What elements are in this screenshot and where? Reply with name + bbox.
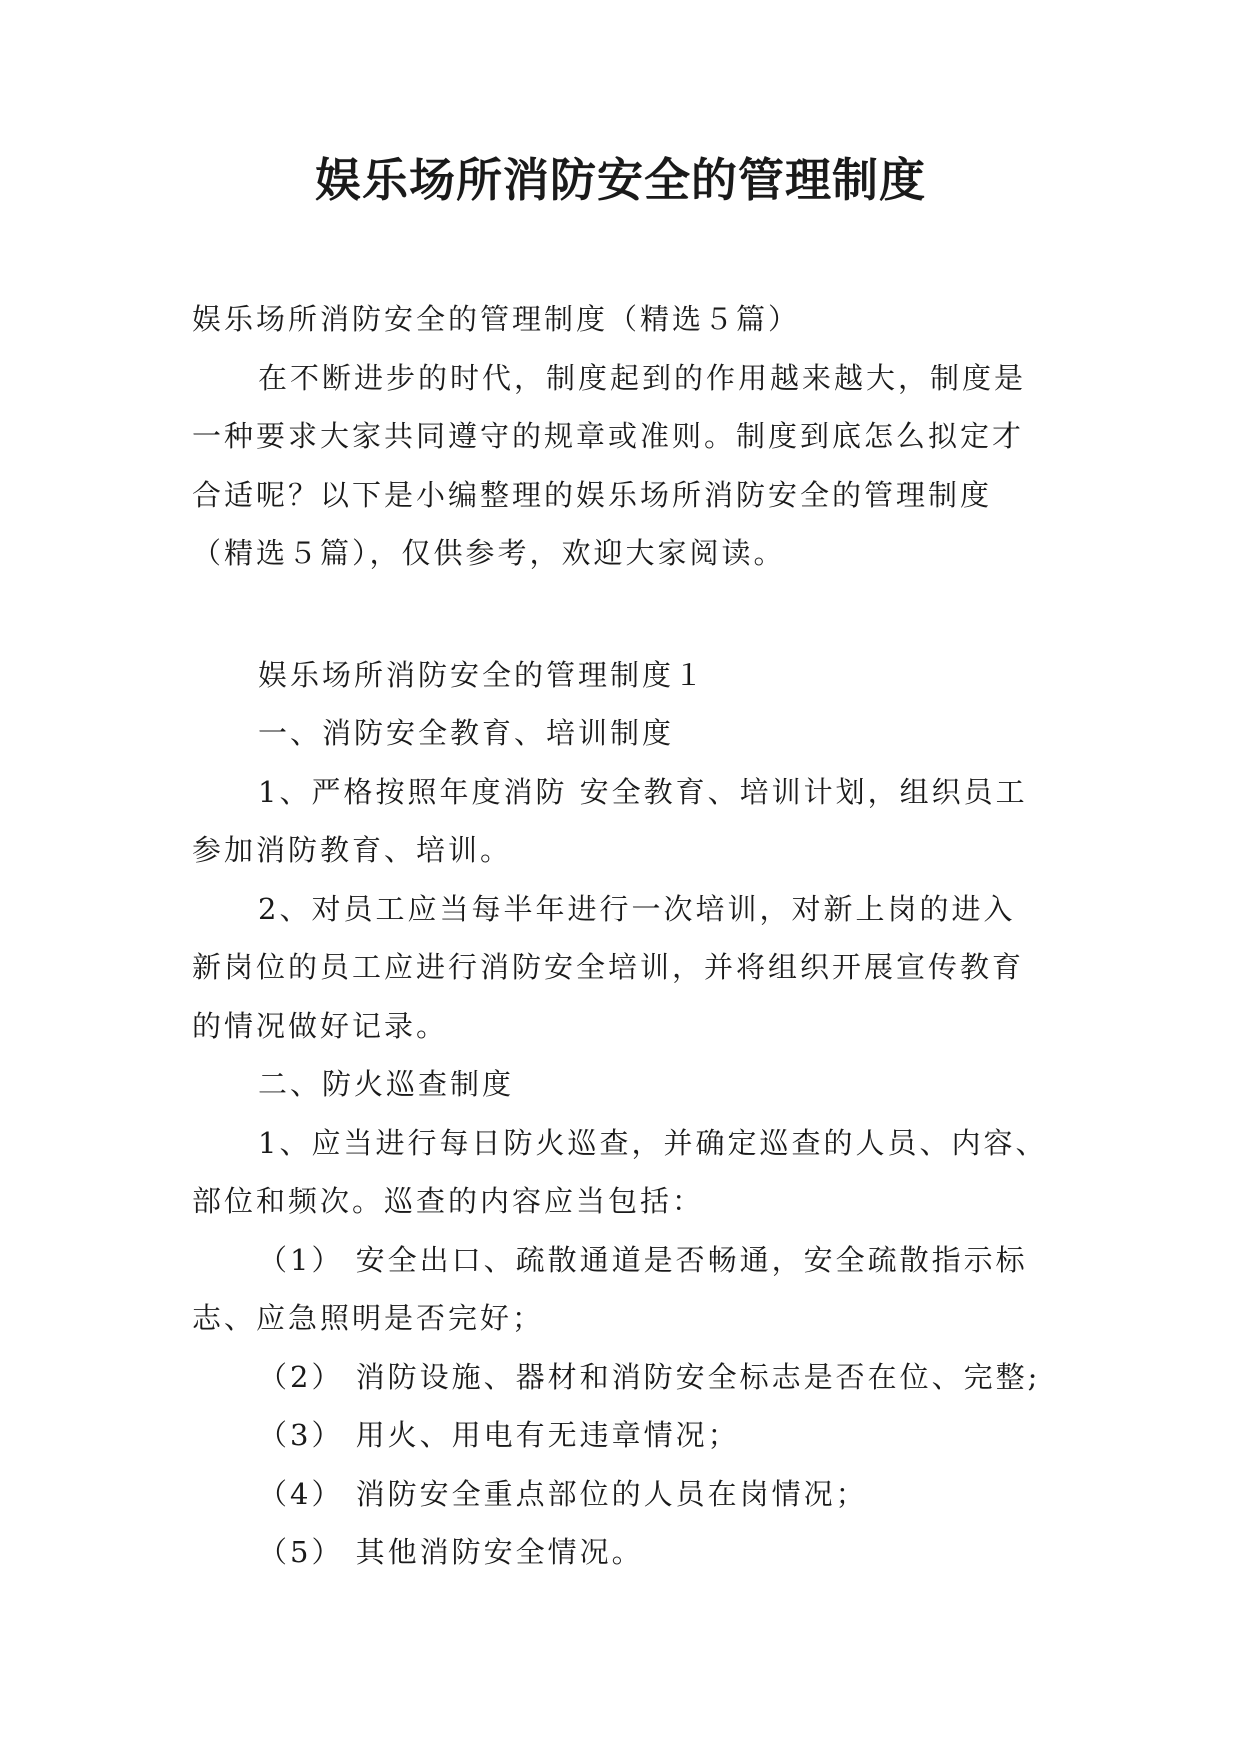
blank-line — [192, 583, 1052, 646]
text-line: 合适呢？以下是小编整理的娱乐场所消防安全的管理制度 — [192, 477, 993, 512]
text-line: 1、应当进行每日防火巡查，并确定巡查的人员、内容、 — [258, 1125, 1048, 1160]
document-body — [192, 290, 1052, 1582]
list-item: （2） 消防设施、器材和消防安全标志是否在位、完整; — [258, 1359, 1041, 1394]
text-line: 新岗位的员工应进行消防安全培训，并将组织开展宣传教育 — [192, 950, 1025, 984]
list-item: （4） 消防安全重点部位的人员在岗情况； — [258, 1476, 868, 1511]
text-line: 娱乐场所消防安全的管理制度（精选５篇） — [192, 302, 801, 336]
document-title: 娱乐场所消防安全的管理制度 — [315, 153, 926, 207]
list-item: （1） 安全出口、疏散通道是否畅通，安全疏散指示标 — [258, 1242, 1028, 1277]
section-subheading: 一、消防安全教育、培训制度 — [258, 716, 675, 750]
list-item: （5） 其他消防安全情况。 — [258, 1535, 644, 1569]
text-line: 部位和频次。巡查的内容应当包括： — [192, 1184, 705, 1218]
text-line: 2、对员工应当每半年进行一次培训，对新上岗的进入 — [258, 891, 1016, 926]
text-line: 的情况做好记录。 — [192, 1008, 449, 1043]
section-subheading: 二、防火巡查制度 — [258, 1067, 515, 1101]
text-line: 一种要求大家共同遵守的规章或准则。制度到底怎么拟定才 — [192, 419, 1025, 453]
text-line: 在不断进步的时代，制度起到的作用越来越大，制度是 — [258, 360, 1027, 395]
text-line: 志、应急照明是否完好； — [192, 1301, 545, 1335]
section-heading: 娱乐场所消防安全的管理制度１ — [258, 657, 707, 692]
text-line: 参加消防教育、培训。 — [192, 833, 513, 867]
text-line: （精选５篇），仅供参考，欢迎大家阅读。 — [192, 536, 786, 570]
list-item: （3） 用火、用电有无违章情况； — [258, 1418, 740, 1452]
text-line: 1、严格按照年度消防 安全教育、培训计划，组织员工 — [258, 774, 1028, 809]
